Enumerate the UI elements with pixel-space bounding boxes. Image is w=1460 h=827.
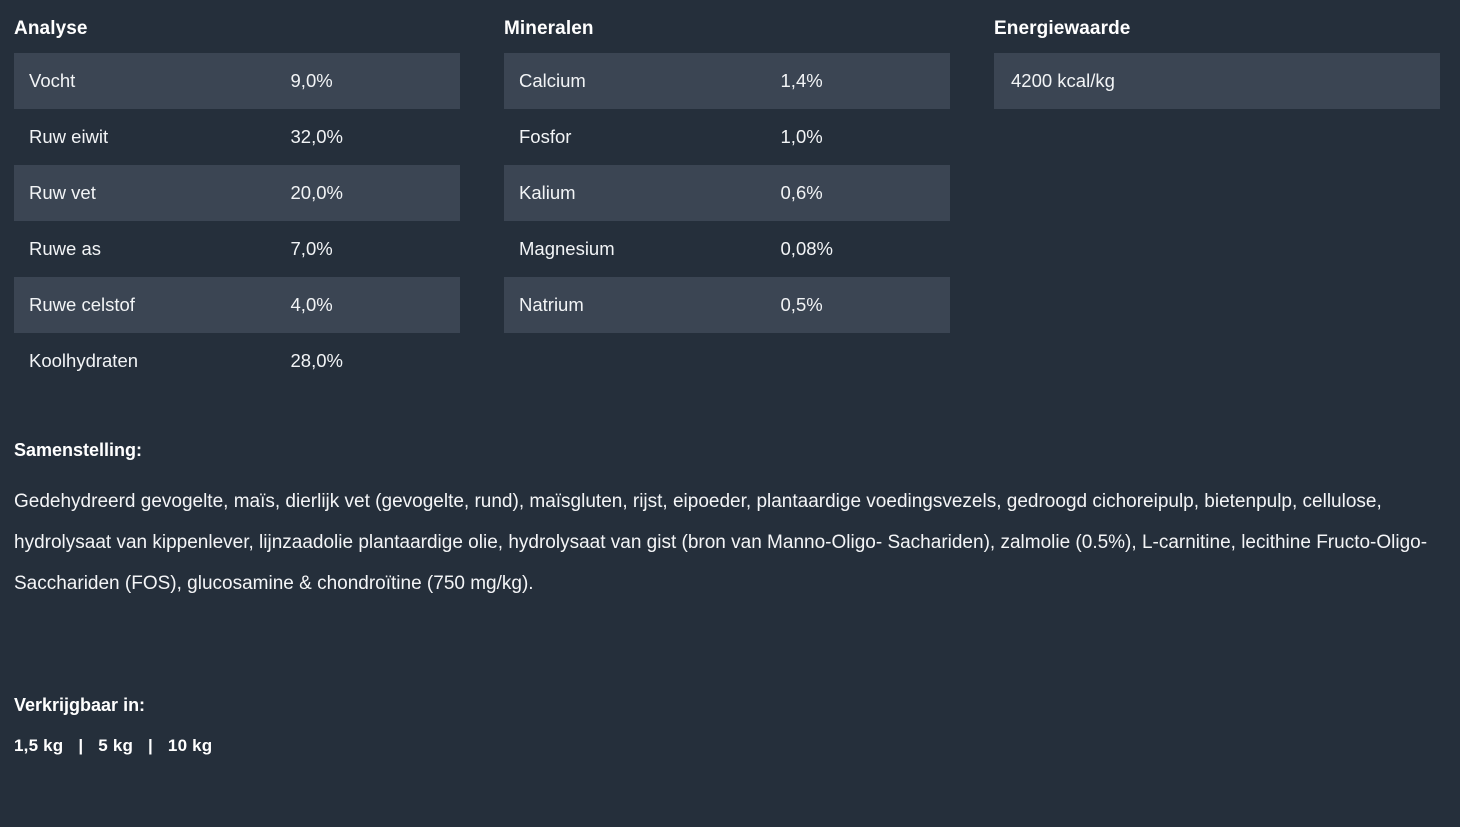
row-label: Kalium <box>519 182 576 203</box>
energiewaarde-heading: Energiewaarde <box>994 18 1131 39</box>
row-value: 1,0% <box>780 126 823 147</box>
row-label: Ruwe as <box>29 238 101 259</box>
energiewaarde-value-box <box>994 53 1440 109</box>
row-label: Ruw eiwit <box>29 126 109 147</box>
analyse-column <box>14 18 460 389</box>
table-row <box>14 109 460 165</box>
table-row <box>14 165 460 221</box>
analyse-heading: Analyse <box>14 18 88 39</box>
table-row <box>504 165 950 221</box>
composition-heading: Samenstelling: <box>14 440 143 460</box>
row-label: Magnesium <box>519 238 615 259</box>
row-value: 28,0% <box>290 350 343 371</box>
energiewaarde-column <box>994 18 1440 109</box>
row-value: 0,6% <box>780 182 823 203</box>
row-value: 32,0% <box>290 126 343 147</box>
table-row <box>504 221 950 277</box>
table-row <box>504 277 950 333</box>
table-row <box>14 53 460 109</box>
mineralen-heading: Mineralen <box>504 18 594 39</box>
row-label: Ruwe celstof <box>29 294 135 315</box>
row-label: Ruw vet <box>29 182 96 203</box>
row-label: Natrium <box>519 294 584 315</box>
size-separator: | <box>78 736 84 755</box>
availability-sizes <box>14 736 212 756</box>
row-label: Koolhydraten <box>29 350 139 371</box>
row-label: Fosfor <box>519 126 572 147</box>
composition-text: Gedehydreerd gevogelte, maïs, dierlijk vet (gevogelte, rund), maïsgluten, rijst, eipoeder, plantaardige voedingsvezels, gedroogd cichoreipulp, bietenpulp, cellulose, hydrolysaat van kippenlever, lijnzaadolie plantaardige olie, hydrolysaat van gist (bron van Manno-Oligo- Sachariden), zalmolie (0.5%), L-carnitine, lecithine Fructo-Oligo-Sacchariden (FOS), glucosamine & chondroïtine (750 mg/kg). <box>14 491 1428 594</box>
table-row <box>504 109 950 165</box>
availability-heading: Verkrijgbaar in: <box>14 695 146 715</box>
size-option-3: 10 kg <box>167 736 213 755</box>
size-option-2: 5 kg <box>98 736 134 755</box>
availability-block <box>14 695 212 756</box>
table-row <box>504 53 950 109</box>
specs-columns <box>14 18 1446 389</box>
table-row <box>14 333 460 389</box>
mineralen-table <box>504 53 950 333</box>
row-label: Vocht <box>29 70 76 91</box>
energiewaarde-value: 4200 kcal/kg <box>1011 70 1115 91</box>
row-value: 0,5% <box>780 294 823 315</box>
row-value: 1,4% <box>780 70 823 91</box>
row-value: 9,0% <box>290 70 333 91</box>
row-value: 7,0% <box>290 238 333 259</box>
analyse-table <box>14 53 460 389</box>
mineralen-column <box>504 18 950 333</box>
row-value: 0,08% <box>780 238 833 259</box>
size-option-1: 1,5 kg <box>14 736 64 755</box>
size-separator: | <box>148 736 153 755</box>
row-label: Calcium <box>519 70 586 91</box>
table-row <box>14 221 460 277</box>
table-row <box>14 277 460 333</box>
composition-block <box>14 440 1448 604</box>
row-value: 20,0% <box>290 182 343 203</box>
row-value: 4,0% <box>290 294 333 315</box>
